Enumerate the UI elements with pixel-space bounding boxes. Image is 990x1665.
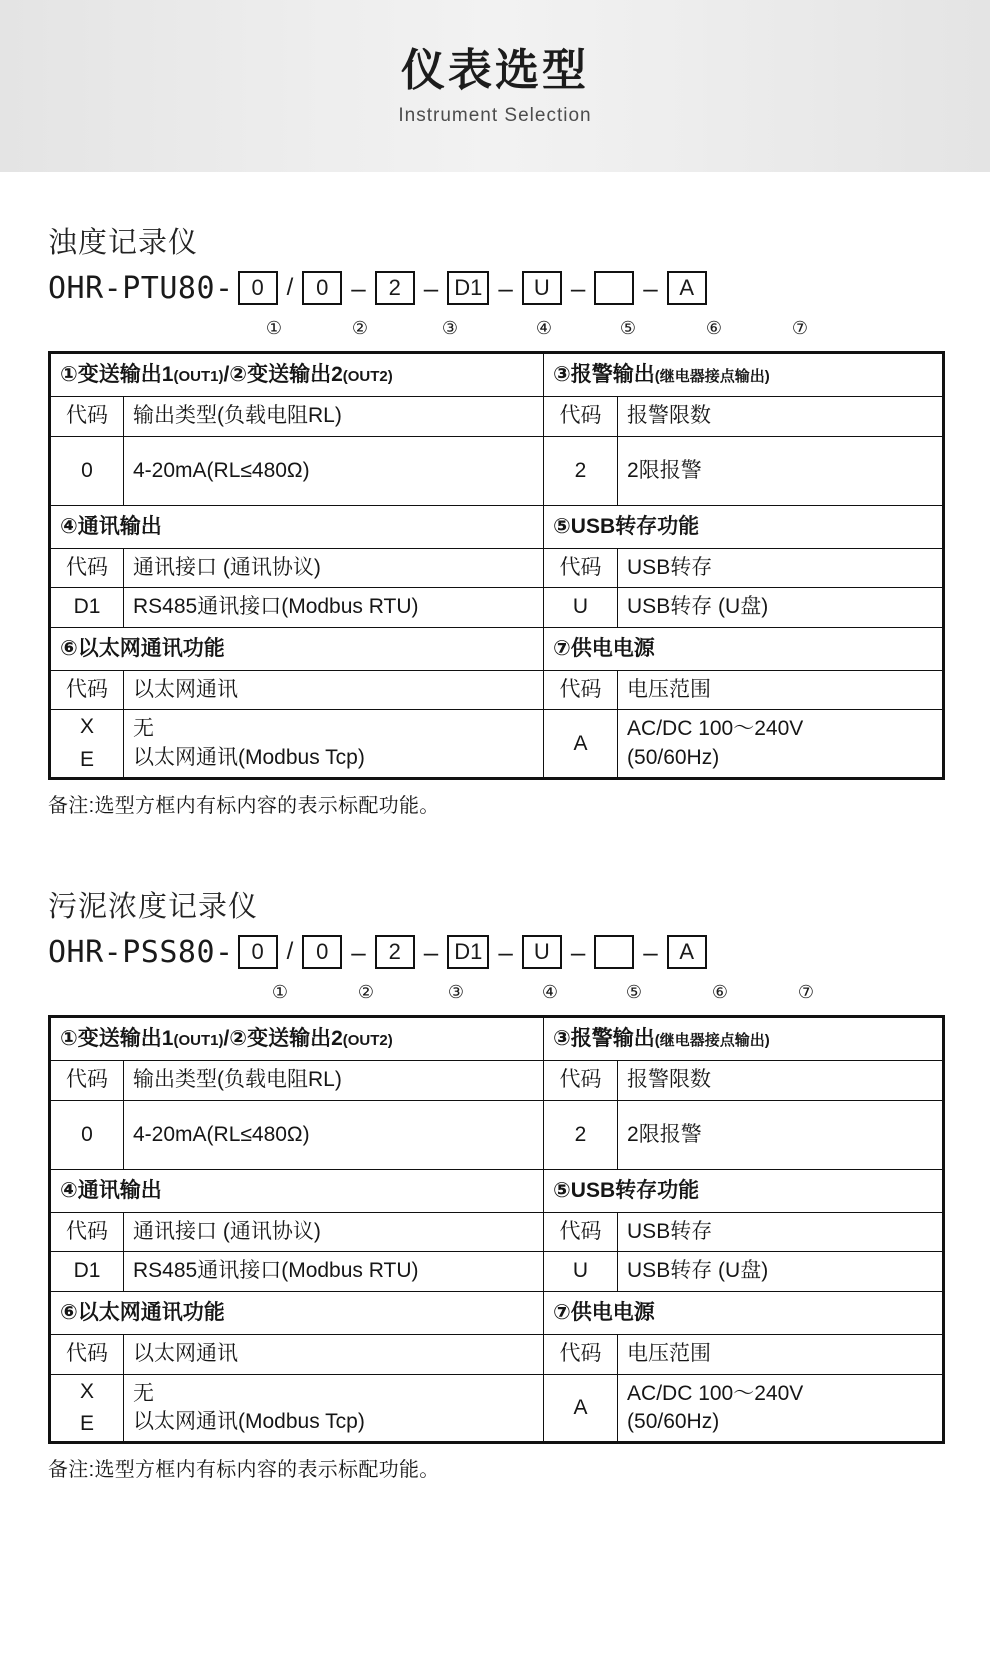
- cell-voltage-range: [618, 710, 944, 779]
- table-row: [50, 1374, 944, 1443]
- col-header-code: 代码: [544, 1335, 618, 1374]
- code-separator-5: –: [570, 272, 586, 303]
- code-marker-2: ②: [351, 317, 369, 338]
- col-header-ethernet-comm: 以太网通讯: [124, 1335, 544, 1374]
- page-subtitle: Instrument Selection: [398, 105, 592, 127]
- group-header-power-supply: ⑦供电电源: [544, 1291, 944, 1334]
- code-marker-7: ⑦: [797, 981, 815, 1002]
- code-marker-5: ⑤: [619, 317, 637, 338]
- cell-code-group: [50, 1374, 124, 1443]
- table-row: [50, 627, 944, 670]
- cell-comm-interface: RS485通讯接口(Modbus RTU): [124, 588, 544, 627]
- cell-alarm-limits: 2限报警: [618, 436, 944, 505]
- code-box-6: [594, 935, 634, 969]
- page-header-banner: [0, 0, 990, 172]
- table-row: [50, 549, 944, 588]
- group-header-alarm-output: ③报警输出(继电器接点输出): [544, 1017, 944, 1061]
- col-header-code: 代码: [50, 1061, 124, 1100]
- table-note: 备注:选型方框内有标内容的表示标配功能。: [48, 1459, 440, 1482]
- cell-code: A: [544, 710, 618, 779]
- code-marker-1: ①: [265, 317, 283, 338]
- col-header-code: 代码: [50, 397, 124, 436]
- code-separator-3: –: [423, 272, 439, 303]
- group-header-ethernet: ⑥以太网通讯功能: [50, 1291, 544, 1334]
- col-header-code: 代码: [50, 1335, 124, 1374]
- table-row: [50, 1335, 944, 1374]
- col-header-code: 代码: [50, 1213, 124, 1252]
- table-row: [50, 436, 944, 505]
- code-marker-4: ④: [535, 317, 553, 338]
- cell-code-x: X: [79, 715, 94, 739]
- page-title: 仪表选型: [401, 45, 589, 95]
- product-name: 污泥浓度记录仪: [48, 891, 259, 924]
- table-row: [50, 671, 944, 710]
- spec-table: [48, 351, 945, 780]
- cell-voltage-value: AC/DC 100～240V: [627, 717, 804, 741]
- model-code-prefix: OHR-PSS80-: [48, 934, 234, 970]
- code-marker-row: [48, 977, 942, 1007]
- code-marker-6: ⑥: [705, 317, 723, 338]
- cell-output-type: 4-20mA(RL≤480Ω): [124, 1100, 544, 1169]
- table-row: [50, 1252, 944, 1291]
- code-marker-row: [48, 313, 942, 343]
- col-header-ethernet-comm: 以太网通讯: [124, 671, 544, 710]
- cell-frequency-value: (50/60Hz): [627, 745, 720, 769]
- col-header-output-type: 输出类型(负载电阻RL): [124, 1061, 544, 1100]
- cell-frequency-value: (50/60Hz): [627, 1409, 720, 1433]
- table-row: [50, 397, 944, 436]
- group-header-comm-output: ④通讯输出: [50, 505, 544, 548]
- code-marker-3: ③: [447, 981, 465, 1002]
- cell-voltage-value: AC/DC 100～240V: [627, 1381, 804, 1405]
- code-box-2: 0: [302, 271, 342, 305]
- cell-ethernet-options: [124, 1374, 544, 1443]
- cell-ethernet-modbus-tcp: 以太网通讯(Modbus Tcp): [133, 745, 365, 769]
- col-header-usb: USB转存: [618, 549, 944, 588]
- col-header-output-type: 输出类型(负载电阻RL): [124, 397, 544, 436]
- code-separator-4: –: [498, 936, 513, 967]
- col-header-code: 代码: [50, 671, 124, 710]
- table-row: [50, 1291, 944, 1334]
- code-marker-4: ④: [541, 981, 559, 1002]
- code-separator-3: –: [423, 936, 439, 967]
- cell-code: 0: [50, 436, 124, 505]
- cell-output-type: 4-20mA(RL≤480Ω): [124, 436, 544, 505]
- code-marker-2: ②: [357, 981, 375, 1002]
- group-header-usb-transfer: ⑤USB转存功能: [544, 1169, 944, 1212]
- col-header-voltage-range: 电压范围: [618, 1335, 944, 1374]
- code-separator-6: –: [643, 272, 658, 303]
- group-header-power-supply: ⑦供电电源: [544, 627, 944, 670]
- code-marker-6: ⑥: [711, 981, 729, 1002]
- code-box-5: U: [522, 935, 562, 969]
- table-note: 备注:选型方框内有标内容的表示标配功能。: [48, 795, 440, 818]
- cell-code: U: [544, 588, 618, 627]
- cell-comm-interface: RS485通讯接口(Modbus RTU): [124, 1252, 544, 1291]
- cell-code: 2: [544, 436, 618, 505]
- cell-code: A: [544, 1374, 618, 1443]
- table-row: [50, 1061, 944, 1100]
- col-header-comm-interface: 通讯接口 (通讯协议): [124, 549, 544, 588]
- cell-code-e: E: [79, 1411, 94, 1435]
- code-separator-6: –: [643, 936, 658, 967]
- code-separator-1: /: [286, 274, 294, 301]
- cell-code: D1: [50, 588, 124, 627]
- table-row: [50, 1213, 944, 1252]
- col-header-code: 代码: [50, 549, 124, 588]
- group-header-alarm-output: ③报警输出(继电器接点输出): [544, 353, 944, 397]
- table-row: [50, 353, 944, 397]
- cell-code: U: [544, 1252, 618, 1291]
- cell-code-e: E: [79, 747, 94, 771]
- model-code-line: [48, 265, 942, 311]
- code-marker-1: ①: [271, 981, 289, 1002]
- group-header-comm-output: ④通讯输出: [50, 1169, 544, 1212]
- code-box-2: 0: [302, 935, 342, 969]
- code-marker-5: ⑤: [625, 981, 643, 1002]
- code-box-7: A: [667, 271, 707, 305]
- code-separator-4: –: [498, 272, 513, 303]
- code-separator-2: –: [351, 936, 366, 967]
- spec-table: [48, 1015, 945, 1444]
- table-row: [50, 588, 944, 627]
- code-box-3: 2: [375, 271, 415, 305]
- product-name: 浊度记录仪: [48, 227, 199, 259]
- code-marker-7: ⑦: [791, 317, 809, 338]
- cell-usb: USB转存 (U盘): [618, 1252, 944, 1291]
- group-header-transmit-output: ①变送输出1(OUT1)/②变送输出2(OUT2): [50, 353, 544, 397]
- table-row: [50, 1017, 944, 1061]
- code-box-1: 0: [238, 935, 278, 969]
- table-row: [50, 1100, 944, 1169]
- code-box-7: A: [667, 935, 707, 969]
- product-section-turbidity: [0, 172, 990, 818]
- col-header-code: 代码: [544, 671, 618, 710]
- col-header-alarm-limits: 报警限数: [618, 1061, 944, 1100]
- code-separator-5: –: [570, 936, 586, 967]
- code-separator-1: /: [286, 938, 294, 966]
- group-header-usb-transfer: ⑤USB转存功能: [544, 505, 944, 548]
- model-code-line: [48, 929, 942, 975]
- code-box-6: [594, 271, 634, 305]
- product-section-sludge-density: [0, 818, 990, 1482]
- table-row: [50, 710, 944, 779]
- model-code-prefix: OHR-PTU80-: [48, 270, 234, 306]
- col-header-usb: USB转存: [618, 1213, 944, 1252]
- code-marker-3: ③: [441, 317, 459, 338]
- cell-ethernet-none: 无: [133, 717, 154, 741]
- col-header-alarm-limits: 报警限数: [618, 397, 944, 436]
- code-box-4: D1: [447, 271, 489, 305]
- table-row: [50, 505, 944, 548]
- cell-code: 2: [544, 1100, 618, 1169]
- code-box-5: U: [522, 271, 562, 305]
- col-header-code: 代码: [544, 397, 618, 436]
- code-box-4: D1: [447, 935, 489, 969]
- code-box-3: 2: [375, 935, 415, 969]
- col-header-code: 代码: [544, 1061, 618, 1100]
- cell-code: D1: [50, 1252, 124, 1291]
- col-header-comm-interface: 通讯接口 (通讯协议): [124, 1213, 544, 1252]
- cell-ethernet-modbus-tcp: 以太网通讯(Modbus Tcp): [133, 1409, 365, 1433]
- cell-code-group: [50, 710, 124, 779]
- cell-code: 0: [50, 1100, 124, 1169]
- code-separator-2: –: [351, 272, 366, 303]
- cell-usb: USB转存 (U盘): [618, 588, 944, 627]
- col-header-code: 代码: [544, 549, 618, 588]
- cell-voltage-range: [618, 1374, 944, 1443]
- code-box-1: 0: [238, 271, 278, 305]
- group-header-ethernet: ⑥以太网通讯功能: [50, 627, 544, 670]
- cell-code-x: X: [79, 1379, 94, 1403]
- col-header-code: 代码: [544, 1213, 618, 1252]
- cell-ethernet-options: [124, 710, 544, 779]
- table-row: [50, 1169, 944, 1212]
- cell-ethernet-none: 无: [133, 1381, 154, 1405]
- cell-alarm-limits: 2限报警: [618, 1100, 944, 1169]
- group-header-transmit-output: ①变送输出1(OUT1)/②变送输出2(OUT2): [50, 1017, 544, 1061]
- col-header-voltage-range: 电压范围: [618, 671, 944, 710]
